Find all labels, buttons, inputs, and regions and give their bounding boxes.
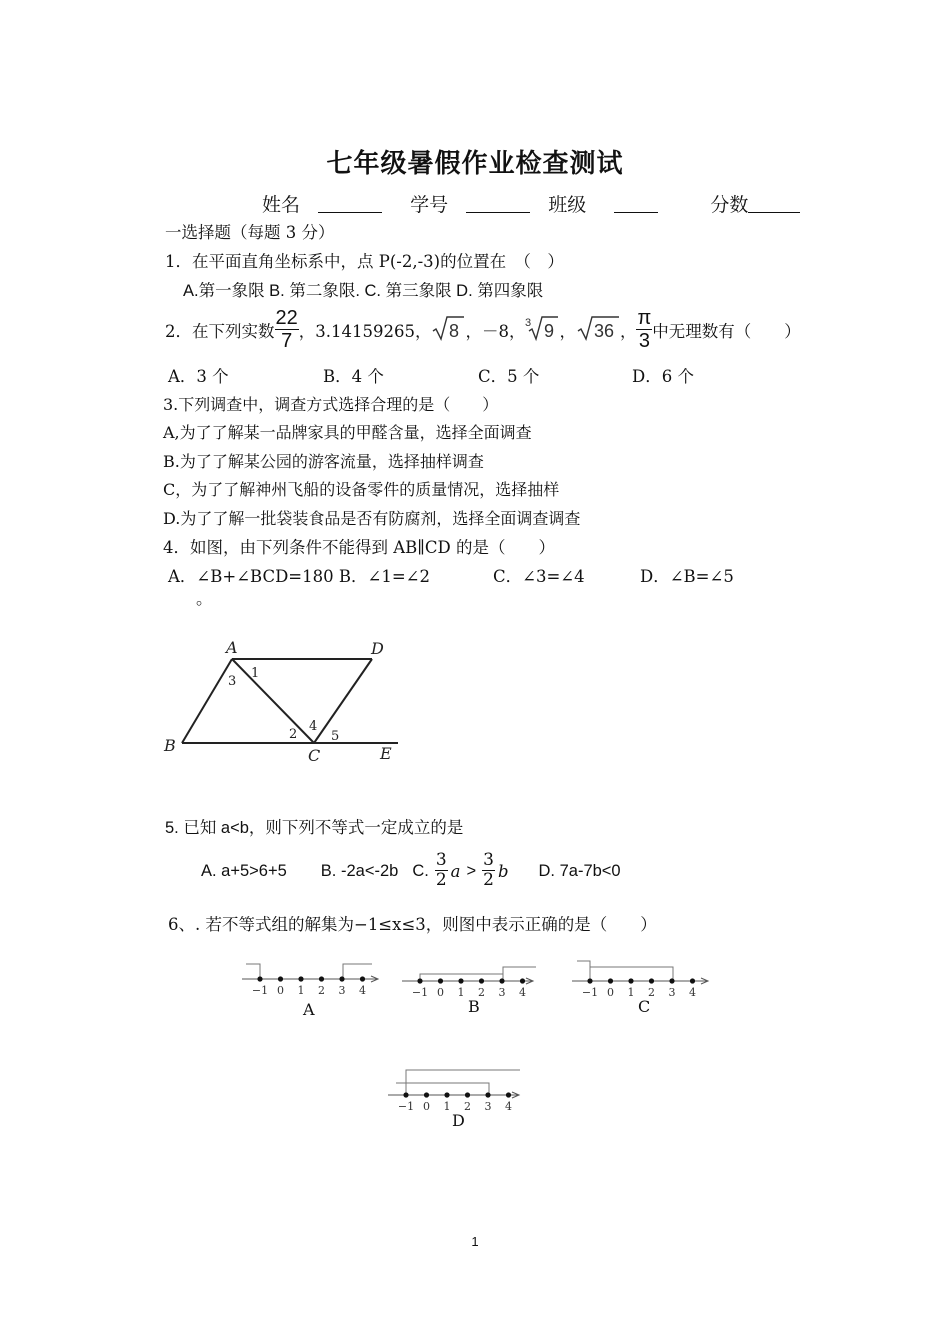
tick-dot — [649, 978, 654, 983]
q5-frac2-num: 3 — [483, 850, 494, 871]
name-blank[interactable] — [318, 194, 382, 213]
tick-dot — [360, 976, 365, 981]
tick-label: 4 — [689, 986, 696, 999]
tick-label: −1 — [411, 986, 429, 999]
q2-option-c: C．5 个 — [478, 367, 540, 386]
page-number: 1 — [471, 1234, 479, 1249]
tick-dot — [403, 1092, 408, 1097]
svg-text:36: 36 — [593, 321, 615, 341]
q5-option-d: D. 7a-7b<0 — [538, 861, 621, 880]
q2-prefix: 2．在下列实数 — [165, 322, 275, 341]
tick-label: 1 — [457, 986, 465, 999]
q2-option-d: D．6 个 — [632, 367, 694, 386]
number-line-svg — [570, 945, 715, 1005]
score-blank[interactable] — [748, 194, 800, 213]
radical-icon — [431, 314, 465, 342]
tick-label: 3 — [338, 984, 346, 997]
number-line-svg — [386, 1054, 526, 1118]
tick-dot — [458, 978, 463, 983]
q4-trailing-mark: 。 — [196, 589, 213, 608]
segment-ab — [182, 659, 232, 743]
tick-label: 3 — [484, 1100, 492, 1113]
tick-label: 3 — [668, 986, 676, 999]
tick-label: 4 — [505, 1100, 512, 1113]
q2-frac1-num: 22 — [275, 307, 298, 329]
tick-dot — [417, 978, 422, 983]
tick-dot — [520, 978, 525, 983]
parallelogram-figure — [158, 635, 408, 770]
svg-text:9: 9 — [544, 321, 555, 341]
q3-option-b: B.为了了解某公园的游客流量，选择抽样调查 — [163, 452, 484, 471]
q5-options — [201, 848, 621, 894]
q5-var-b: b — [497, 861, 509, 881]
tick-label: 1 — [443, 1100, 451, 1113]
score-label: 分数 — [710, 194, 749, 216]
tick-label: 2 — [318, 984, 325, 997]
q5-stem: 5. 已知 a<b，则下列不等式一定成立的是 — [165, 819, 464, 837]
point-label-b: B — [164, 736, 176, 755]
point-label-c: C — [308, 746, 321, 765]
q2-mid1: ，3.14159265， — [298, 322, 432, 341]
point-label-e: E — [380, 744, 392, 763]
class-blank[interactable] — [614, 194, 658, 213]
q2-frac2-den: 3 — [638, 330, 650, 352]
tick-label: 1 — [627, 986, 635, 999]
angle-label-5: 5 — [331, 729, 340, 744]
tick-dot — [628, 978, 633, 983]
q1-stem: 1．在平面直角坐标系中，点 P(-2,-3)的位置在 （ ） — [165, 252, 564, 271]
q4-stem: 4．如图，由下列条件不能得到 AB∥CD 的是（ ） — [163, 538, 556, 557]
q2-option-b: B．4 个 — [323, 367, 384, 386]
q2-stem: 2．在下列实数 $\frac{22}{7}$ ，3.14159265， 8 ，－8， 3 9 ， 36 ， $\frac{\pi}{3}$ 中无理数有（ ） — [165, 307, 801, 352]
solution-bracket — [246, 964, 260, 979]
q4-option-d: D．∠B=∠5 — [640, 567, 734, 586]
q5-frac1-num: 3 — [435, 850, 447, 871]
tick-dot — [499, 978, 504, 983]
tick-label: −1 — [397, 1100, 415, 1113]
tick-label: −1 — [251, 984, 269, 997]
tick-dot — [479, 978, 484, 983]
tick-dot — [608, 978, 613, 983]
q3-option-c: C，为了了解神州飞船的设备零件的质量情况，选择抽样 — [163, 480, 560, 499]
solution-bracket — [577, 961, 590, 981]
angle-label-4: 4 — [309, 719, 318, 734]
tick-label: 0 — [437, 986, 444, 999]
q2-sqrt8 — [431, 314, 465, 346]
tick-dot — [278, 976, 283, 981]
tick-label: 0 — [607, 986, 614, 999]
q2-frac2-num: π — [637, 307, 652, 329]
option-label-a: A — [303, 1000, 315, 1019]
tick-dot — [587, 978, 592, 983]
q3-option-d: D.为了了解一批袋装食品是否有防腐剂，选择全面调查调查 — [163, 509, 581, 528]
svg-text:8: 8 — [449, 321, 460, 341]
number-line-svg — [240, 948, 385, 1006]
tick-label: 2 — [648, 986, 655, 999]
tick-dot — [465, 1092, 470, 1097]
q3-stem: 3.下列调查中，调查方式选择合理的是（ ） — [163, 395, 499, 414]
angle-label-1: 1 — [251, 666, 260, 681]
svg-text:3: 3 — [525, 317, 532, 329]
q5-frac2-den: 2 — [483, 870, 494, 891]
q4-option-ab: A．∠B+∠BCD=180 B．∠1=∠2 — [168, 567, 430, 586]
q5-option-b: B. -2a<-2b — [320, 861, 399, 880]
tick-label: 2 — [464, 1100, 471, 1113]
q2-sqrt36 — [576, 314, 620, 346]
tick-dot — [319, 976, 324, 981]
q2-cbrt9 — [525, 314, 559, 346]
tick-dot — [424, 1092, 429, 1097]
student-info-row — [262, 190, 800, 217]
id-blank[interactable] — [466, 194, 530, 213]
tick-label: 0 — [423, 1100, 430, 1113]
tick-dot — [444, 1092, 449, 1097]
point-label-d: D — [371, 639, 384, 658]
q1-options: A.第一象限 B. 第二象限. C. 第三象限 D. 第四象限 — [183, 282, 544, 300]
name-label: 姓名 — [262, 194, 301, 216]
q2-fraction-22-7 — [275, 308, 299, 352]
q6-stem: 6、. 若不等式组的解集为−1≤x≤3，则图中表示正确的是（ ） — [168, 915, 657, 934]
id-label: 学号 — [410, 194, 449, 216]
q5-option-c-label: C. — [412, 861, 429, 880]
option-label-d: D — [452, 1111, 465, 1130]
tick-dot — [438, 978, 443, 983]
point-label-a: A — [226, 638, 238, 657]
cube-root-icon — [525, 314, 559, 342]
q2-fraction-pi-3 — [636, 308, 652, 352]
option-label-c: C — [638, 997, 651, 1016]
solution-bracket — [503, 967, 536, 974]
tick-dot — [298, 976, 303, 981]
segment-ac — [232, 659, 314, 743]
tick-dot — [339, 976, 344, 981]
q2-suffix: 中无理数有（ ） — [652, 322, 801, 341]
q5-gt-sign: > — [466, 861, 477, 880]
q5-frac1-den: 2 — [435, 870, 447, 891]
q3-option-a: A,为了了解某一品牌家具的甲醛含量，选择全面调查 — [163, 423, 532, 442]
segment-cd — [314, 659, 372, 743]
q5-frac1 — [435, 852, 448, 890]
radical-icon — [576, 314, 620, 342]
tick-dot — [485, 1092, 490, 1097]
q5-frac2 — [482, 852, 495, 890]
section-heading: 一选择题（每题 3 分） — [165, 223, 335, 242]
q4-option-c: C．∠3=∠4 — [493, 567, 585, 586]
tick-label: 2 — [478, 986, 485, 999]
angle-label-3: 3 — [228, 674, 237, 689]
page-title: 七年级暑假作业检查测试 — [326, 149, 624, 179]
q2-mid2: ，－8， — [465, 322, 526, 341]
tick-label: 4 — [359, 984, 366, 997]
solution-bracket — [343, 964, 372, 979]
option-label-b: B — [468, 997, 480, 1016]
tick-label: −1 — [581, 986, 599, 999]
angle-label-2: 2 — [289, 727, 298, 742]
tick-dot — [669, 978, 674, 983]
q5-option-a: A. a+5>6+5 — [201, 861, 287, 880]
tick-dot — [690, 978, 695, 983]
tick-label: 3 — [498, 986, 506, 999]
tick-label: 1 — [297, 984, 305, 997]
q5-var-a: a — [450, 861, 461, 881]
q2-option-a: A．3 个 — [168, 367, 229, 386]
solution-bracket — [396, 1083, 489, 1095]
class-label: 班级 — [548, 194, 587, 216]
tick-label: 0 — [277, 984, 284, 997]
q2-frac1-den: 7 — [281, 330, 293, 352]
tick-dot — [506, 1092, 511, 1097]
tick-label: 4 — [519, 986, 526, 999]
tick-dot — [257, 976, 262, 981]
